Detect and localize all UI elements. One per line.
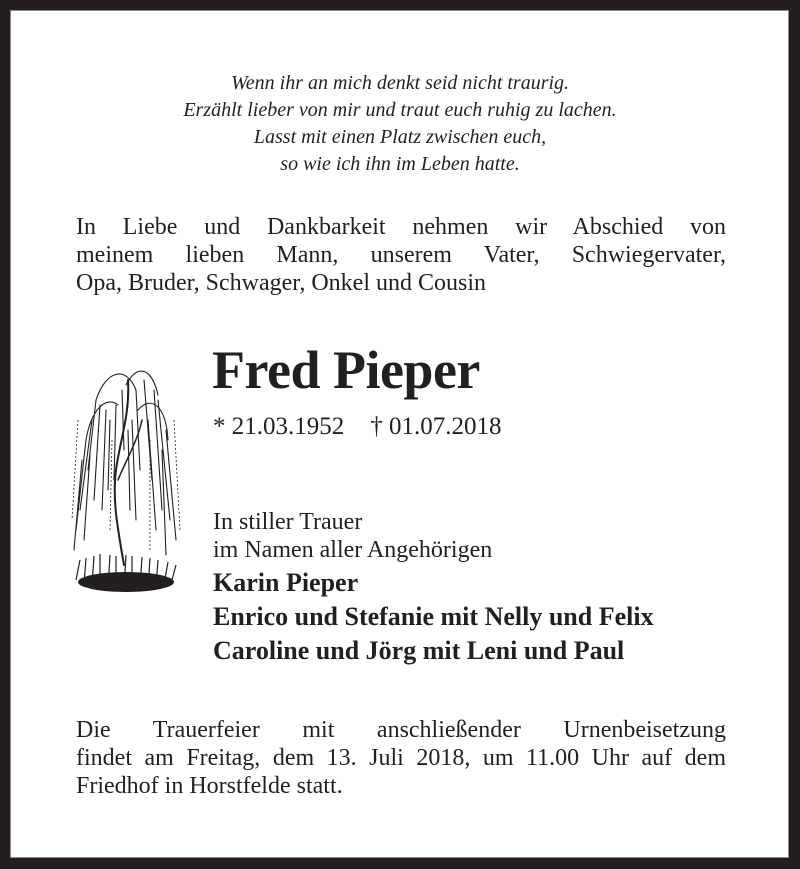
life-dates: [213, 412, 502, 442]
mourning-line: In stiller Trauer: [213, 509, 363, 535]
poem-line: Erzählt lieber von mir und traut euch ruhig zu lachen.: [183, 99, 617, 121]
poem-line: Lasst mit einen Platz zwischen euch,: [253, 126, 547, 148]
mourning-line: im Namen aller Angehörigen: [213, 537, 493, 563]
poem-line: so wie ich ihn im Leben hatte.: [280, 153, 520, 175]
deceased-name: Fred Pieper: [212, 340, 480, 400]
family-member: Enrico und Stefanie mit Nelly und Felix: [213, 602, 654, 631]
funeral-notice: [76, 716, 726, 800]
weeping-willow-icon: [66, 360, 186, 595]
poem-line: Wenn ihr an mich denkt seid nicht traurig.: [230, 72, 570, 94]
intro-line: meinem lieben Mann, unserem Vater, Schwiegervater,: [76, 242, 726, 268]
funeral-line: Die Trauerfeier mit anschließender Urnenbeisetzung: [76, 717, 726, 743]
funeral-line: findet am Freitag, dem 13. Juli 2018, um 11.00 Uhr auf dem: [76, 745, 726, 771]
intro-line: In Liebe und Dankbarkeit nehmen wir Abschied von: [76, 214, 726, 240]
family-signatures: [213, 566, 654, 668]
birth-date: * 21.03.1952: [213, 413, 345, 440]
family-member: Caroline und Jörg mit Leni und Paul: [213, 636, 625, 665]
mourning-intro: [213, 508, 492, 564]
farewell-intro: [76, 213, 726, 297]
intro-line: Opa, Bruder, Schwager, Onkel und Cousin: [76, 270, 487, 296]
death-date: † 01.07.2018: [370, 413, 502, 440]
obituary-card: [10, 10, 789, 858]
funeral-line: Friedhof in Horstfelde statt.: [76, 773, 343, 799]
poem: [0, 70, 800, 178]
family-member: Karin Pieper: [213, 568, 359, 597]
